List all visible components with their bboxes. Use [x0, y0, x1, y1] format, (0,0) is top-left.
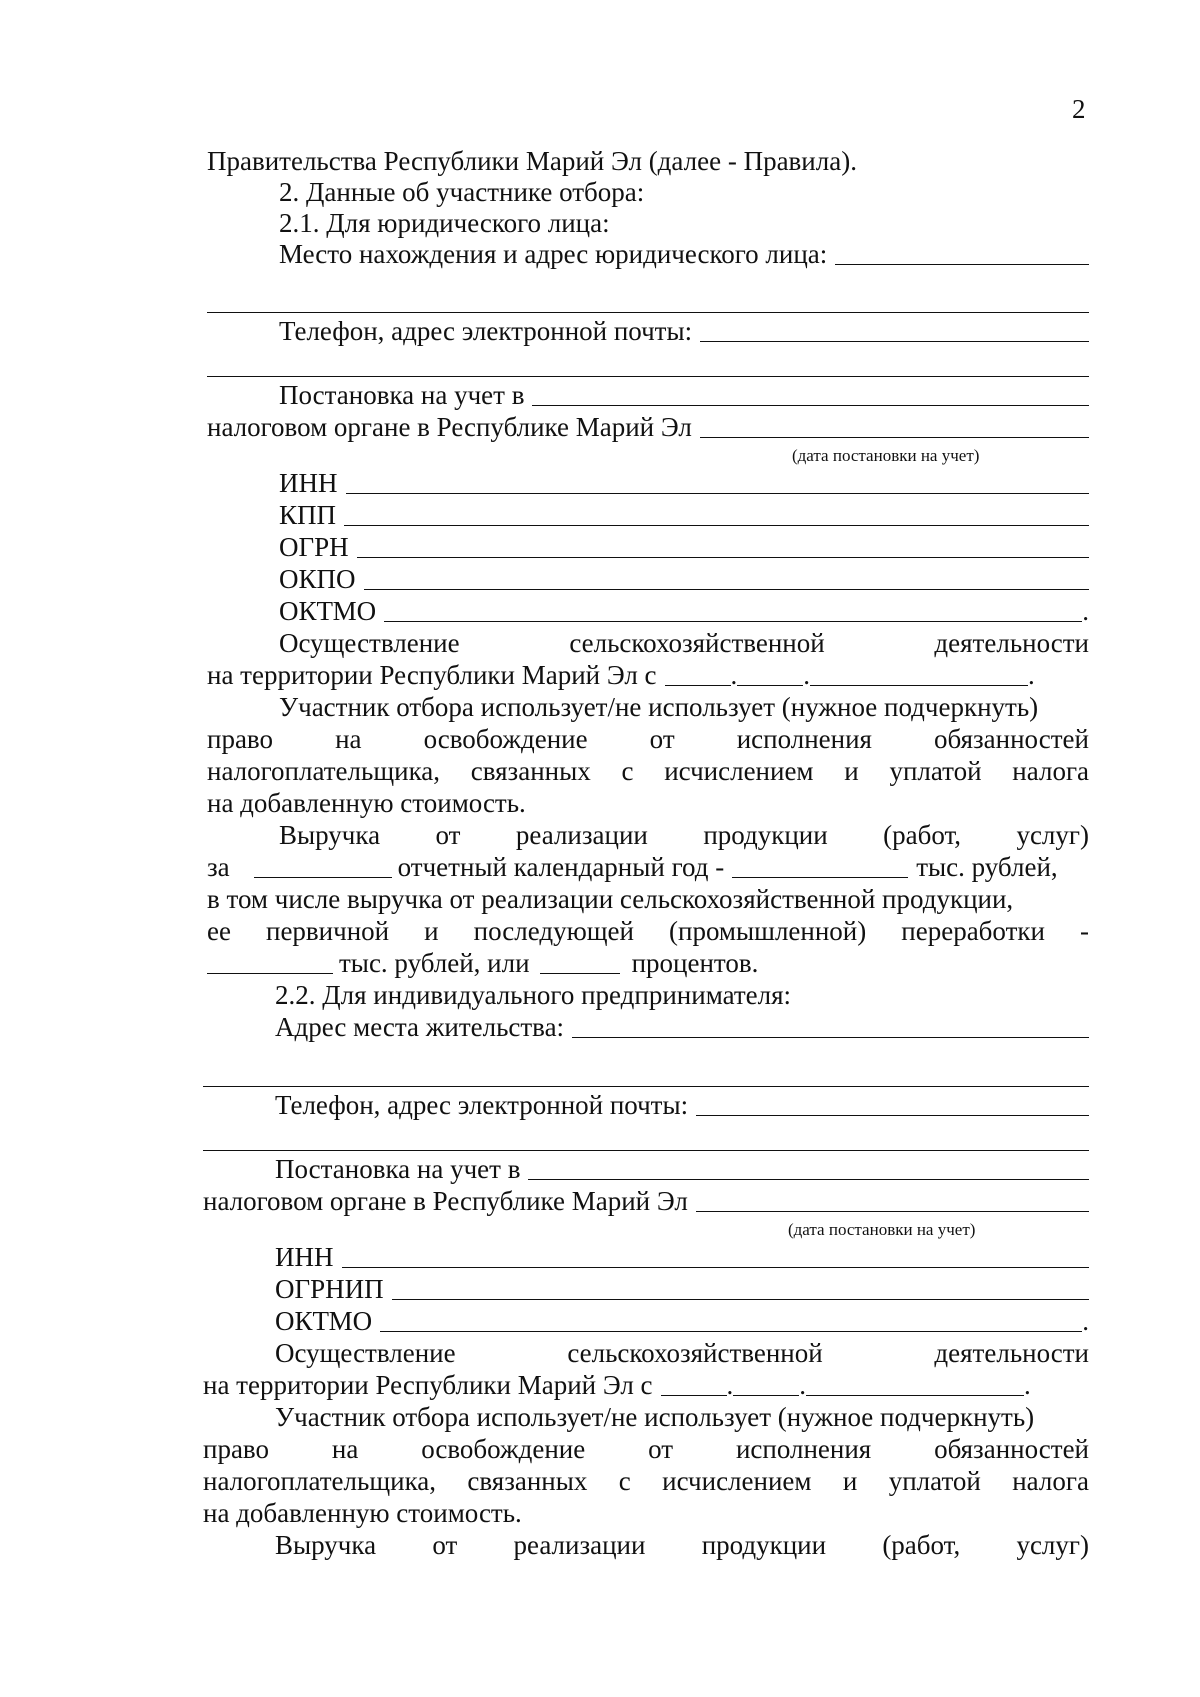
- legal-inn-row: [207, 464, 1089, 498]
- section-2-heading: [207, 173, 1089, 207]
- legal-tax-date-hint: (дата постановки на учет): [792, 446, 980, 465]
- legal-vat-line3: [207, 752, 1089, 786]
- legal-revenue-word: Выручка: [279, 820, 381, 850]
- legal-revenue-za: за: [207, 852, 230, 882]
- legal-inn-field[interactable]: [346, 469, 1090, 494]
- legal-revenue-percent-label: процентов.: [631, 948, 759, 978]
- legal-oktmo-period: .: [1082, 596, 1089, 626]
- individual-heading: [203, 976, 1089, 1010]
- legal-ogrn-row: [207, 528, 1089, 562]
- legal-address-field[interactable]: [835, 240, 1089, 265]
- legal-vat-word: на: [335, 724, 362, 754]
- individual-vat-word: освобождение: [421, 1434, 586, 1464]
- individual-tax-reg-label: Постановка на учет в: [275, 1154, 521, 1184]
- individual-vat-word: связанных: [467, 1466, 588, 1496]
- individual-activity-word: деятельности: [934, 1338, 1089, 1368]
- legal-inn-label: ИНН: [279, 468, 338, 498]
- individual-revenue-line1: [203, 1526, 1089, 1560]
- legal-revenue-word: услуг): [1016, 820, 1089, 850]
- legal-vat-word: освобождение: [423, 724, 588, 754]
- legal-revenue-agri-amount-field[interactable]: [207, 949, 333, 974]
- individual-vat-word: обязанностей: [934, 1434, 1089, 1464]
- individual-phone-field[interactable]: [696, 1091, 1089, 1116]
- legal-revenue-year-field[interactable]: [254, 853, 392, 878]
- legal-tax-org-label: налоговом органе в Республике Марий Эл: [207, 412, 692, 442]
- individual-vat-word: от: [648, 1434, 674, 1464]
- legal-ogrn-field[interactable]: [357, 533, 1089, 558]
- legal-kpp-row: [207, 496, 1089, 530]
- legal-revenue-word: (работ,: [883, 820, 962, 850]
- individual-vat-text: Участник отбора использует/не использует (нужное подчеркнуть): [275, 1402, 1035, 1432]
- legal-revenue-word: и: [424, 916, 439, 946]
- legal-vat-line4: [207, 784, 1089, 818]
- legal-revenue-line2: [207, 848, 1089, 882]
- legal-revenue-line3: [207, 880, 1089, 914]
- individual-activity-sep: .: [799, 1370, 807, 1400]
- individual-oktmo-label: ОКТМО: [275, 1306, 373, 1336]
- legal-vat-word: право: [207, 724, 273, 754]
- individual-vat-word: право: [203, 1434, 269, 1464]
- legal-revenue-word: продукции: [703, 820, 828, 850]
- individual-tax-date-hint: (дата постановки на учет): [788, 1220, 976, 1239]
- legal-vat-word: исполнения: [736, 724, 872, 754]
- legal-revenue-word: последующей: [473, 916, 634, 946]
- individual-activity-word: Осуществление: [275, 1338, 456, 1368]
- legal-revenue-word: первичной: [266, 916, 390, 946]
- legal-tax-reg-field[interactable]: [532, 381, 1089, 406]
- individual-inn-label: ИНН: [275, 1242, 334, 1272]
- individual-activity-line2: [203, 1366, 1089, 1400]
- individual-revenue-word: от: [432, 1530, 458, 1560]
- individual-inn-field[interactable]: [342, 1243, 1090, 1268]
- individual-ogrnip-field[interactable]: [392, 1275, 1089, 1300]
- individual-tax-date-field[interactable]: [696, 1187, 1089, 1212]
- legal-vat-word: налога: [1012, 756, 1089, 786]
- individual-vat-word: и: [842, 1466, 858, 1496]
- legal-phone-label: Телефон, адрес электронной почты:: [279, 316, 693, 346]
- legal-address-row: [207, 235, 1089, 269]
- individual-address-field[interactable]: [572, 1013, 1089, 1038]
- legal-activity-sep: .: [730, 660, 738, 690]
- individual-activity-month-field[interactable]: [733, 1371, 799, 1396]
- legal-activity-word: сельскохозяйственной: [569, 628, 825, 658]
- individual-activity-year-field[interactable]: [806, 1371, 1024, 1396]
- individual-phone-row: [203, 1086, 1089, 1120]
- legal-activity-word: деятельности: [934, 628, 1089, 658]
- legal-vat-word: обязанностей: [934, 724, 1089, 754]
- legal-vat-text: Участник отбора использует/не использует (нужное подчеркнуть): [279, 692, 1039, 722]
- legal-tax-reg-label: Постановка на учет в: [279, 380, 525, 410]
- legal-tax-date-field[interactable]: [700, 413, 1089, 438]
- individual-address-row: [203, 1008, 1089, 1042]
- legal-revenue-line1: [207, 816, 1089, 850]
- legal-phone-row: [207, 312, 1089, 346]
- individual-oktmo-period: .: [1082, 1306, 1089, 1336]
- legal-activity-sep: .: [803, 660, 811, 690]
- legal-tax-reg-row: [207, 376, 1089, 410]
- legal-revenue-percent-field[interactable]: [540, 949, 620, 974]
- individual-oktmo-field[interactable]: [380, 1307, 1082, 1332]
- individual-activity-since-label: на территории Республики Марий Эл с: [203, 1370, 653, 1400]
- individual-vat-word: исполнения: [735, 1434, 872, 1464]
- individual-vat-word: налогоплательщика,: [203, 1466, 437, 1496]
- legal-vat-word: от: [649, 724, 675, 754]
- legal-activity-since-label: на территории Республики Марий Эл с: [207, 660, 657, 690]
- individual-revenue-word: продукции: [701, 1530, 827, 1560]
- individual-tax-reg-field[interactable]: [528, 1155, 1089, 1180]
- legal-vat-text: на добавленную стоимость.: [207, 788, 526, 818]
- legal-vat-line2: [207, 720, 1089, 754]
- legal-revenue-word: -: [1079, 916, 1089, 946]
- legal-heading: [207, 204, 1089, 238]
- legal-activity-year-field[interactable]: [810, 661, 1028, 686]
- legal-kpp-label: КПП: [279, 500, 337, 530]
- individual-inn-row: [203, 1238, 1089, 1272]
- individual-vat-word: исчислением: [662, 1466, 812, 1496]
- individual-activity-day-field[interactable]: [661, 1371, 727, 1396]
- legal-okpo-field[interactable]: [364, 565, 1089, 590]
- page-number: 2: [1072, 94, 1086, 124]
- legal-activity-period: .: [1028, 660, 1035, 690]
- legal-revenue-thous-or: тыс. рублей, или: [339, 948, 530, 978]
- intro-text: Правительства Республики Марий Эл (далее - Правила).: [207, 146, 857, 176]
- legal-revenue-word: реализации: [515, 820, 648, 850]
- legal-vat-word: налогоплательщика,: [207, 756, 441, 786]
- individual-revenue-word: Выручка: [275, 1530, 377, 1560]
- individual-tax-org-row: [203, 1182, 1089, 1216]
- individual-ogrnip-label: ОГРНИП: [275, 1274, 384, 1304]
- legal-vat-word: с: [621, 756, 634, 786]
- legal-revenue-word: ее: [207, 916, 231, 946]
- legal-ogrn-label: ОГРН: [279, 532, 349, 562]
- individual-revenue-word: (работ,: [882, 1530, 961, 1560]
- individual-ogrnip-row: [203, 1270, 1089, 1304]
- legal-oktmo-field[interactable]: [384, 597, 1082, 622]
- individual-revenue-word: реализации: [513, 1530, 646, 1560]
- legal-heading-text: 2.1. Для юридического лица:: [279, 208, 610, 238]
- individual-activity-line1: [203, 1334, 1089, 1368]
- individual-activity-sep: .: [726, 1370, 734, 1400]
- individual-vat-line1: [203, 1398, 1089, 1432]
- individual-vat-line4: [203, 1494, 1089, 1528]
- legal-okpo-row: [207, 560, 1089, 594]
- legal-phone-field[interactable]: [700, 317, 1089, 342]
- legal-revenue-text: в том числе выручка от реализации сельскохозяйственной продукции,: [207, 884, 1014, 914]
- individual-revenue-word: услуг): [1016, 1530, 1089, 1560]
- legal-revenue-amount-field[interactable]: [732, 853, 908, 878]
- legal-vat-word: связанных: [470, 756, 591, 786]
- individual-vat-word: с: [618, 1466, 631, 1496]
- individual-vat-word: уплатой: [888, 1466, 981, 1496]
- legal-activity-word: Осуществление: [279, 628, 460, 658]
- legal-revenue-word: от: [435, 820, 461, 850]
- individual-vat-line2: [203, 1430, 1089, 1464]
- individual-activity-word: сельскохозяйственной: [567, 1338, 823, 1368]
- legal-kpp-field[interactable]: [344, 501, 1089, 526]
- legal-oktmo-row: [207, 592, 1089, 626]
- legal-activity-month-field[interactable]: [737, 661, 803, 686]
- individual-vat-text: на добавленную стоимость.: [203, 1498, 522, 1528]
- legal-address-label: Место нахождения и адрес юридического лица:: [279, 239, 828, 269]
- legal-vat-word: и: [844, 756, 859, 786]
- intro-line: [207, 142, 1089, 176]
- individual-heading-text: 2.2. Для индивидуального предпринимателя:: [275, 980, 792, 1010]
- legal-activity-day-field[interactable]: [665, 661, 731, 686]
- legal-revenue-thous: тыс. рублей,: [916, 852, 1058, 882]
- legal-revenue-line5: [207, 944, 1089, 978]
- legal-vat-word: уплатой: [889, 756, 982, 786]
- individual-vat-word: налога: [1012, 1466, 1089, 1496]
- individual-oktmo-row: [203, 1302, 1089, 1336]
- section-2-text: 2. Данные об участнике отбора:: [279, 177, 645, 207]
- legal-revenue-word: переработки: [901, 916, 1045, 946]
- individual-phone-label: Телефон, адрес электронной почты:: [275, 1090, 689, 1120]
- legal-activity-line2: [207, 656, 1089, 690]
- individual-address-label: Адрес места жительства:: [275, 1012, 565, 1042]
- legal-activity-line1: [207, 624, 1089, 658]
- legal-oktmo-label: ОКТМО: [279, 596, 377, 626]
- legal-vat-word: исчислением: [664, 756, 814, 786]
- individual-vat-word: на: [331, 1434, 359, 1464]
- legal-revenue-word: (промышленной): [669, 916, 867, 946]
- individual-tax-reg-row: [203, 1150, 1089, 1184]
- legal-revenue-year-label: отчетный календарный год -: [397, 852, 725, 882]
- legal-tax-org-row: [207, 408, 1089, 442]
- individual-vat-line3: [203, 1462, 1089, 1496]
- individual-tax-org-label: налоговом органе в Республике Марий Эл: [203, 1186, 688, 1216]
- legal-revenue-line4: [207, 912, 1089, 946]
- legal-vat-line1: [207, 688, 1089, 722]
- legal-okpo-label: ОКПО: [279, 564, 356, 594]
- individual-activity-period: .: [1024, 1370, 1031, 1400]
